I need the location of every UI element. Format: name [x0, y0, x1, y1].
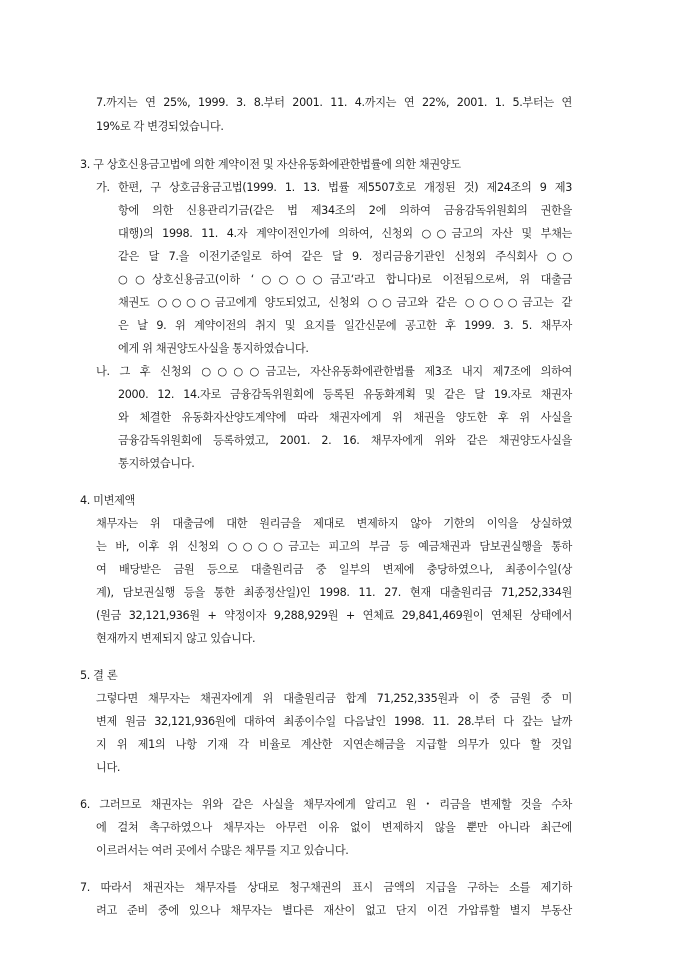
section-5-line: 니다.: [96, 761, 121, 774]
section-5-line: 지 위 제1의 나항 기재 각 비율로 계산한 지연손해금을 지급할 의무가 있다 할 것입: [96, 738, 572, 751]
section-4-line: (원금 32,121,936원 + 약정이자 9,288,929원 + 연체료 29,841,469원이 연체된 상태에서: [96, 609, 572, 622]
section-4-line: 여 배당받은 금원 등으로 대출원리금 중 일부의 변제에 충당하였으나, 최종이수일(상: [96, 563, 572, 576]
section-5-heading: 5. 결 론: [80, 669, 118, 682]
section-3a-line: 은 날 9. 위 계약이전의 취지 및 요지를 일간신문에 공고한 후 1999. 3. 5. 채무자: [118, 319, 572, 332]
section-6-line: 6. 그러므로 채권자는 위와 같은 사실을 채무자에게 알리고 원・리금을 변제할 것을 수차: [80, 798, 572, 811]
intro-line: 19%로 각 변경되었습니다.: [96, 120, 224, 133]
section-3-heading: 3. 구 상호신용금고법에 의한 계약이전 및 자산유동화에관한법률에 의한 채권양도: [80, 158, 461, 171]
section-4-line: 채무자는 위 대출금에 대한 원리금을 제대로 변제하지 않아 기한의 이익을 상실하였: [96, 517, 572, 530]
section-3b-line: 금융감독위원회에 등록하였고, 2001. 2. 16. 채무자에게 위와 같은 채권양도사실을: [118, 434, 572, 447]
section-7-line: 7. 따라서 채권자는 채무자를 상대로 청구채권의 표시 금액의 지급을 구하는 소를 제기하: [80, 881, 572, 894]
section-4-line: 는 바, 이후 위 신청외 ○○○○금고는 피고의 부금 등 예금채권과 담보권실행을 통하: [96, 540, 572, 553]
section-4-line: 현재까지 변제되지 않고 있습니다.: [96, 632, 256, 645]
section-3a-line: 항에 의한 신용관리기금(같은 법 제34조의 2에 의하여 금융감독위원회의 권한을: [118, 204, 572, 217]
section-3a-line: ○○상호신용금고(이하 ‘○○○○금고‘라고 합니다)로 이전됨으로써, 위 대출금: [118, 273, 572, 286]
section-3b-line: 와 체결한 유동화자산양도계약에 따라 채권자에게 위 채권을 양도한 후 위 사실을: [118, 411, 572, 424]
section-3b-line: 2000. 12. 14.자로 금융감독위원회에 등록된 유동화계획 및 같은 달 19.자로 채권자: [118, 388, 572, 401]
intro-line: 7.까지는 연 25%, 1999. 3. 8.부터 2001. 11. 4.까지는 연 22%, 2001. 1. 5.부터는 연: [96, 96, 572, 109]
section-3a-line: 에게 위 채권양도사실을 통지하였습니다.: [118, 342, 309, 355]
section-6-line: 이르러서는 여러 곳에서 수많은 채무를 지고 있습니다.: [96, 844, 349, 857]
section-3b-line: 나. 그 후 신청외 ○○○○금고는, 자산유동화에관한법률 제3조 내지 제7조에 의하여: [96, 365, 572, 378]
section-5-line: 그렇다면 채무자는 채권자에게 위 대출원리금 합계 71,252,335원과 이 중 금원 중 미: [96, 692, 572, 705]
section-3b-line: 통지하였습니다.: [118, 457, 195, 470]
section-4-heading: 4. 미변제액: [80, 494, 136, 507]
section-4-line: 계), 담보권실행 등을 통한 최종정산일)인 1998. 11. 27. 현재 대출원리금 71,252,334원: [96, 586, 572, 599]
section-7-line: 려고 준비 중에 있으나 채무자는 별다른 재산이 없고 단지 이건 가압류할 별지 부동산: [96, 904, 572, 917]
section-6-line: 에 걸쳐 촉구하였으나 채무자는 아무런 이유 없이 변제하지 않을 뿐만 아니라 최근에: [96, 821, 572, 834]
section-3a-line: 채권도 ○○○○금고에게 양도되었고, 신청외 ○○금고와 같은 ○○○○금고는 같: [118, 296, 572, 309]
section-3a-line: 같은 달 7.을 이전기준일로 하여 같은 달 9. 정리금융기관인 신청외 주식회사 ○○: [118, 250, 572, 263]
section-3a-line: 가. 한편, 구 상호금융금고법(1999. 1. 13. 법률 제5507호로 개정된 것) 제24조의 9 제3: [96, 181, 572, 194]
section-3a-line: 대행)의 1998. 11. 4.자 계약이전인가에 의하여, 신청외 ○○금고의 자산 및 부채는: [118, 227, 572, 240]
section-5-line: 변제 원금 32,121,936원에 대하여 최종이수일 다음날인 1998. 11. 28.부터 다 갚는 날까: [96, 715, 572, 728]
